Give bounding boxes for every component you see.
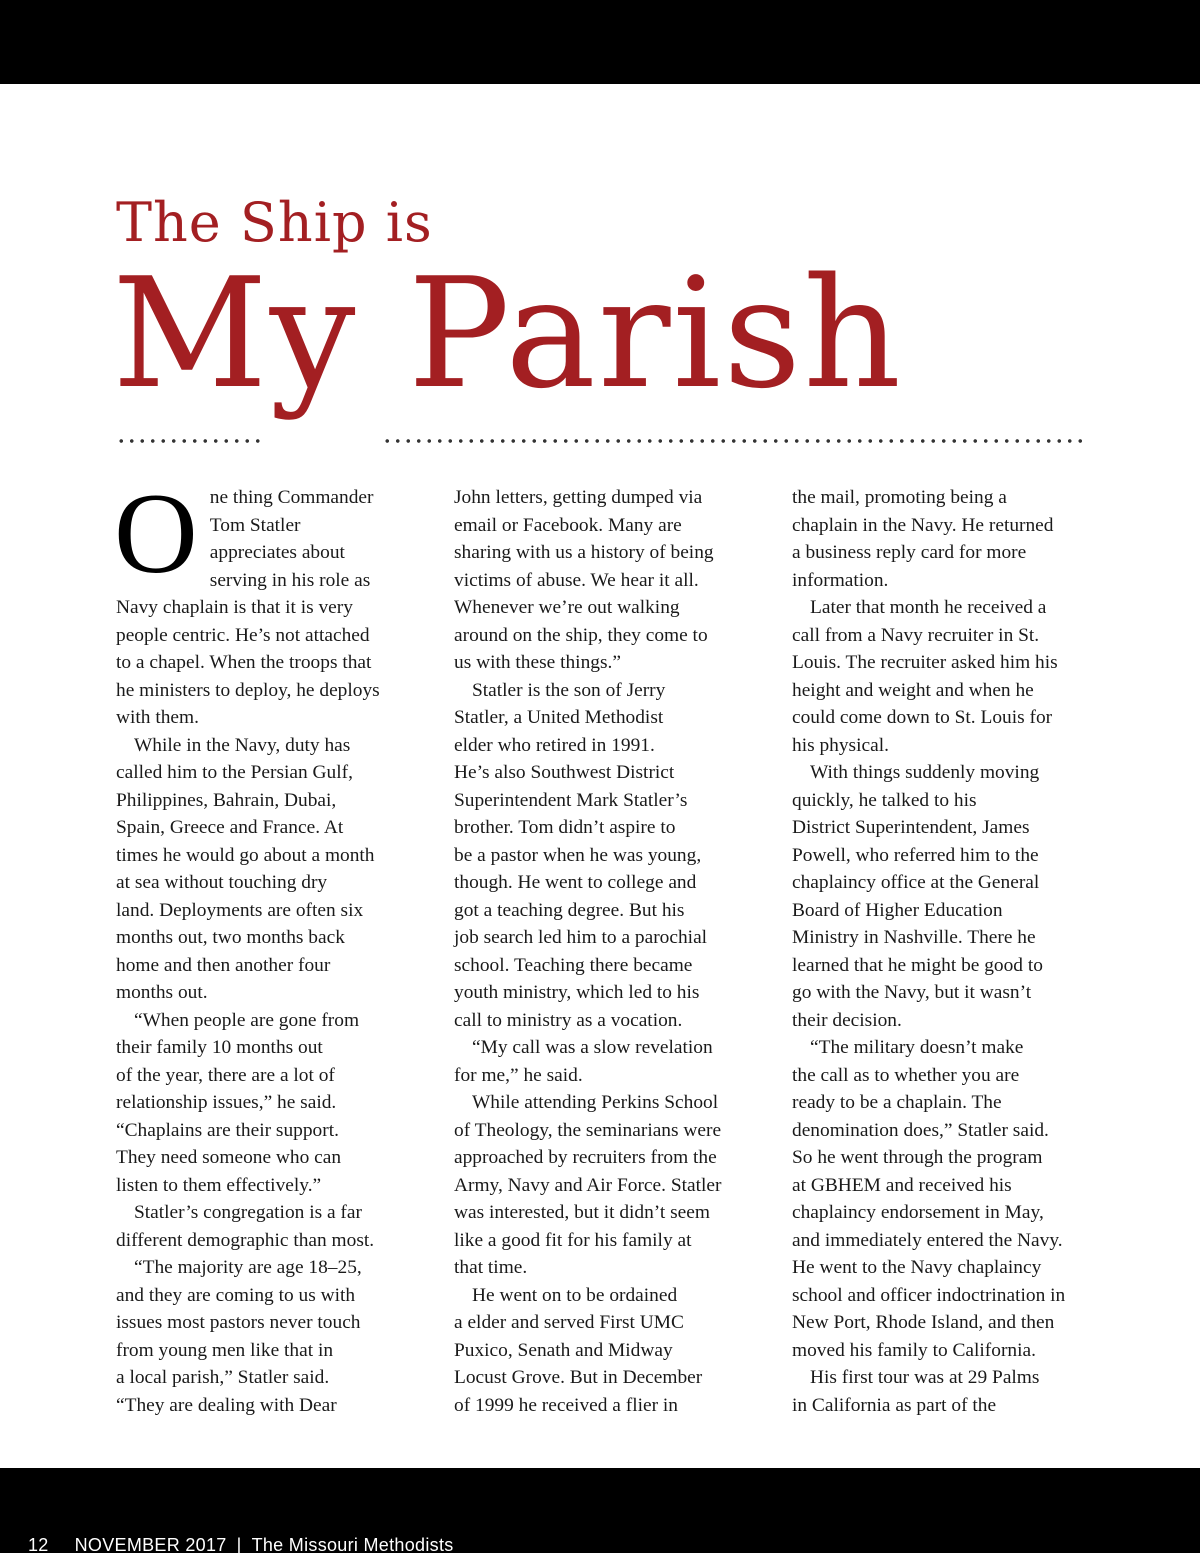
text-line: denomination does,” Statler said. [792,1119,1049,1141]
text-line: height and weight and when he [792,679,1034,701]
text-line: elder who retired in 1991. [454,734,655,756]
text-line: be a pastor when he was young, [454,844,702,866]
text-line: land. Deployments are often six [116,899,364,921]
article-column-1 [114,470,408,1419]
text-line: Superintendent Mark Statler’s [454,789,688,811]
text-line: a local parish,” Statler said. [116,1367,330,1388]
text-line: a business reply card for more [792,542,1027,563]
text-line: appreciates about [209,542,345,563]
title-line-1: The Ship is [116,191,433,254]
text-line: information. [792,569,889,591]
text-line: of 1999 he received a flier in [454,1394,678,1416]
text-line: called him to the Persian Gulf, [116,762,353,783]
text-line: us with these things.” [454,652,621,673]
footer-separator: | [236,1535,242,1555]
article-column-2 [454,484,746,1419]
text-line: “The majority are age 18–25, [134,1257,362,1278]
text-line: With things suddenly moving [810,762,1040,783]
text-line: chaplain in the Navy. He returned [792,514,1054,536]
text-line: youth ministry, which led to his [454,982,700,1003]
text-line: “My call was a slow revelation [472,1037,713,1058]
text-line: got a teaching degree. But his [454,899,685,921]
text-line: at sea without touching dry [116,872,328,893]
text-line: learned that he might be good to [792,954,1043,976]
text-line: brother. Tom didn’t aspire to [454,817,676,838]
text-line: John letters, getting dumped via [454,487,703,508]
text-line: “When people are gone from [134,1009,360,1031]
text-line: job search led him to a parochial [454,927,708,948]
text-line: different demographic than most. [116,1229,375,1251]
text-line: Navy chaplain is that it is very [116,597,353,618]
text-line: chaplaincy endorsement in May, [792,1202,1044,1223]
text-line: Powell, who referred him to the [792,844,1039,866]
text-line: the call as to whether you are [792,1064,1020,1086]
text-line: Whenever we’re out walking [454,597,680,618]
text-line: approached by recruiters from the [454,1147,717,1168]
drop-cap: O [114,470,198,598]
text-line: and immediately entered the Navy. [792,1229,1063,1251]
text-line: ready to be a chaplain. The [792,1092,1002,1113]
text-line: Statler is the son of Jerry [472,679,666,701]
text-line: serving in his role as [209,569,371,591]
text-line: Board of Higher Education [792,899,1003,921]
text-line: sharing with us a history of being [454,542,714,563]
title-line-2: My Parish [112,245,904,422]
text-line: Later that month he received a [810,597,1047,618]
text-line: a elder and served First UMC [454,1312,684,1333]
text-line: moved his family to California. [792,1339,1036,1361]
text-line: “They are dealing with Dear [116,1394,337,1416]
text-line: chaplaincy office at the General [792,872,1040,893]
top-black-bar [0,0,1200,84]
text-line: their decision. [792,1009,902,1031]
text-line: District Superintendent, James [792,817,1030,838]
text-line: Tom Statler [209,514,301,536]
text-line: school. Teaching there became [454,954,693,976]
text-line: listen to them effectively.” [116,1174,322,1196]
text-line: was interested, but it didn’t seem [454,1202,710,1223]
text-line: quickly, he talked to his [792,789,977,811]
text-line: Ministry in Nashville. There he [792,927,1036,948]
text-line: he ministers to deploy, he deploys [116,679,380,701]
text-line: and they are coming to us with [116,1284,356,1306]
text-line: months out, two months back [116,927,345,948]
text-line: He went to the Navy chaplaincy [792,1257,1042,1278]
text-line: in California as part of the [792,1394,997,1416]
text-line: that time. [454,1257,528,1278]
text-line: “Chaplains are their support. [116,1119,339,1141]
text-line: though. He went to college and [454,872,697,893]
text-line: email or Facebook. Many are [454,514,682,536]
text-line: people centric. He’s not attached [116,624,370,646]
text-line: of the year, there are a lot of [116,1064,335,1086]
text-line: his physical. [792,734,889,756]
text-line: He’s also Southwest District [454,762,675,783]
text-line: from young men like that in [116,1339,334,1361]
text-line: Puxico, Senath and Midway [454,1339,673,1361]
text-line: Statler’s congregation is a far [134,1202,362,1223]
text-line: issues most pastors never touch [116,1312,361,1333]
text-line: “The military doesn’t make [810,1037,1024,1058]
text-line: of Theology, the seminarians were [454,1119,722,1141]
text-line: to a chapel. When the troops that [116,652,372,673]
text-line: around on the ship, they come to [454,624,708,646]
text-line: Louis. The recruiter asked him his [792,652,1058,673]
text-line: Army, Navy and Air Force. Statler [454,1174,722,1196]
text-line: school and officer indoctrination in [792,1284,1066,1306]
text-line: home and then another four [116,954,331,976]
text-line: Locust Grove. But in December [454,1367,703,1388]
text-line: could come down to St. Louis for [792,707,1053,728]
text-line: their family 10 months out [116,1037,323,1058]
page-number: 12 [28,1535,49,1555]
text-line: While in the Navy, duty has [134,734,351,756]
text-line: While attending Perkins School [472,1092,719,1113]
text-line: Philippines, Bahrain, Dubai, [116,789,337,811]
text-line: So he went through the program [792,1147,1043,1168]
text-line: call to ministry as a vocation. [454,1009,683,1031]
dotted-rule-right [382,438,1084,444]
text-line: with them. [116,707,199,728]
dotted-rule-left [116,438,266,444]
text-line: months out. [116,982,208,1003]
text-line: victims of abuse. We hear it all. [454,569,699,591]
text-line: His first tour was at 29 Palms [810,1367,1040,1388]
text-line: like a good fit for his family at [454,1229,692,1251]
text-line: for me,” he said. [454,1064,583,1086]
text-line: He went on to be ordained [472,1284,678,1306]
text-line: New Port, Rhode Island, and then [792,1312,1055,1333]
issue-date: NOVEMBER 2017 [74,1535,227,1555]
text-line: relationship issues,” he said. [116,1092,337,1113]
text-line: Spain, Greece and France. At [116,817,344,838]
article-column-3 [792,484,1086,1419]
text-line: at GBHEM and received his [792,1174,1012,1196]
text-line: call from a Navy recruiter in St. [792,624,1040,646]
text-line: They need someone who can [116,1147,342,1168]
text-line: times he would go about a month [116,844,375,866]
text-line: ne thing Commander [209,487,374,508]
text-line: Statler, a United Methodist [454,707,664,728]
text-line: the mail, promoting being a [792,487,1007,508]
publication-name: The Missouri Methodists [251,1535,454,1555]
text-line: go with the Navy, but it wasn’t [792,982,1032,1003]
